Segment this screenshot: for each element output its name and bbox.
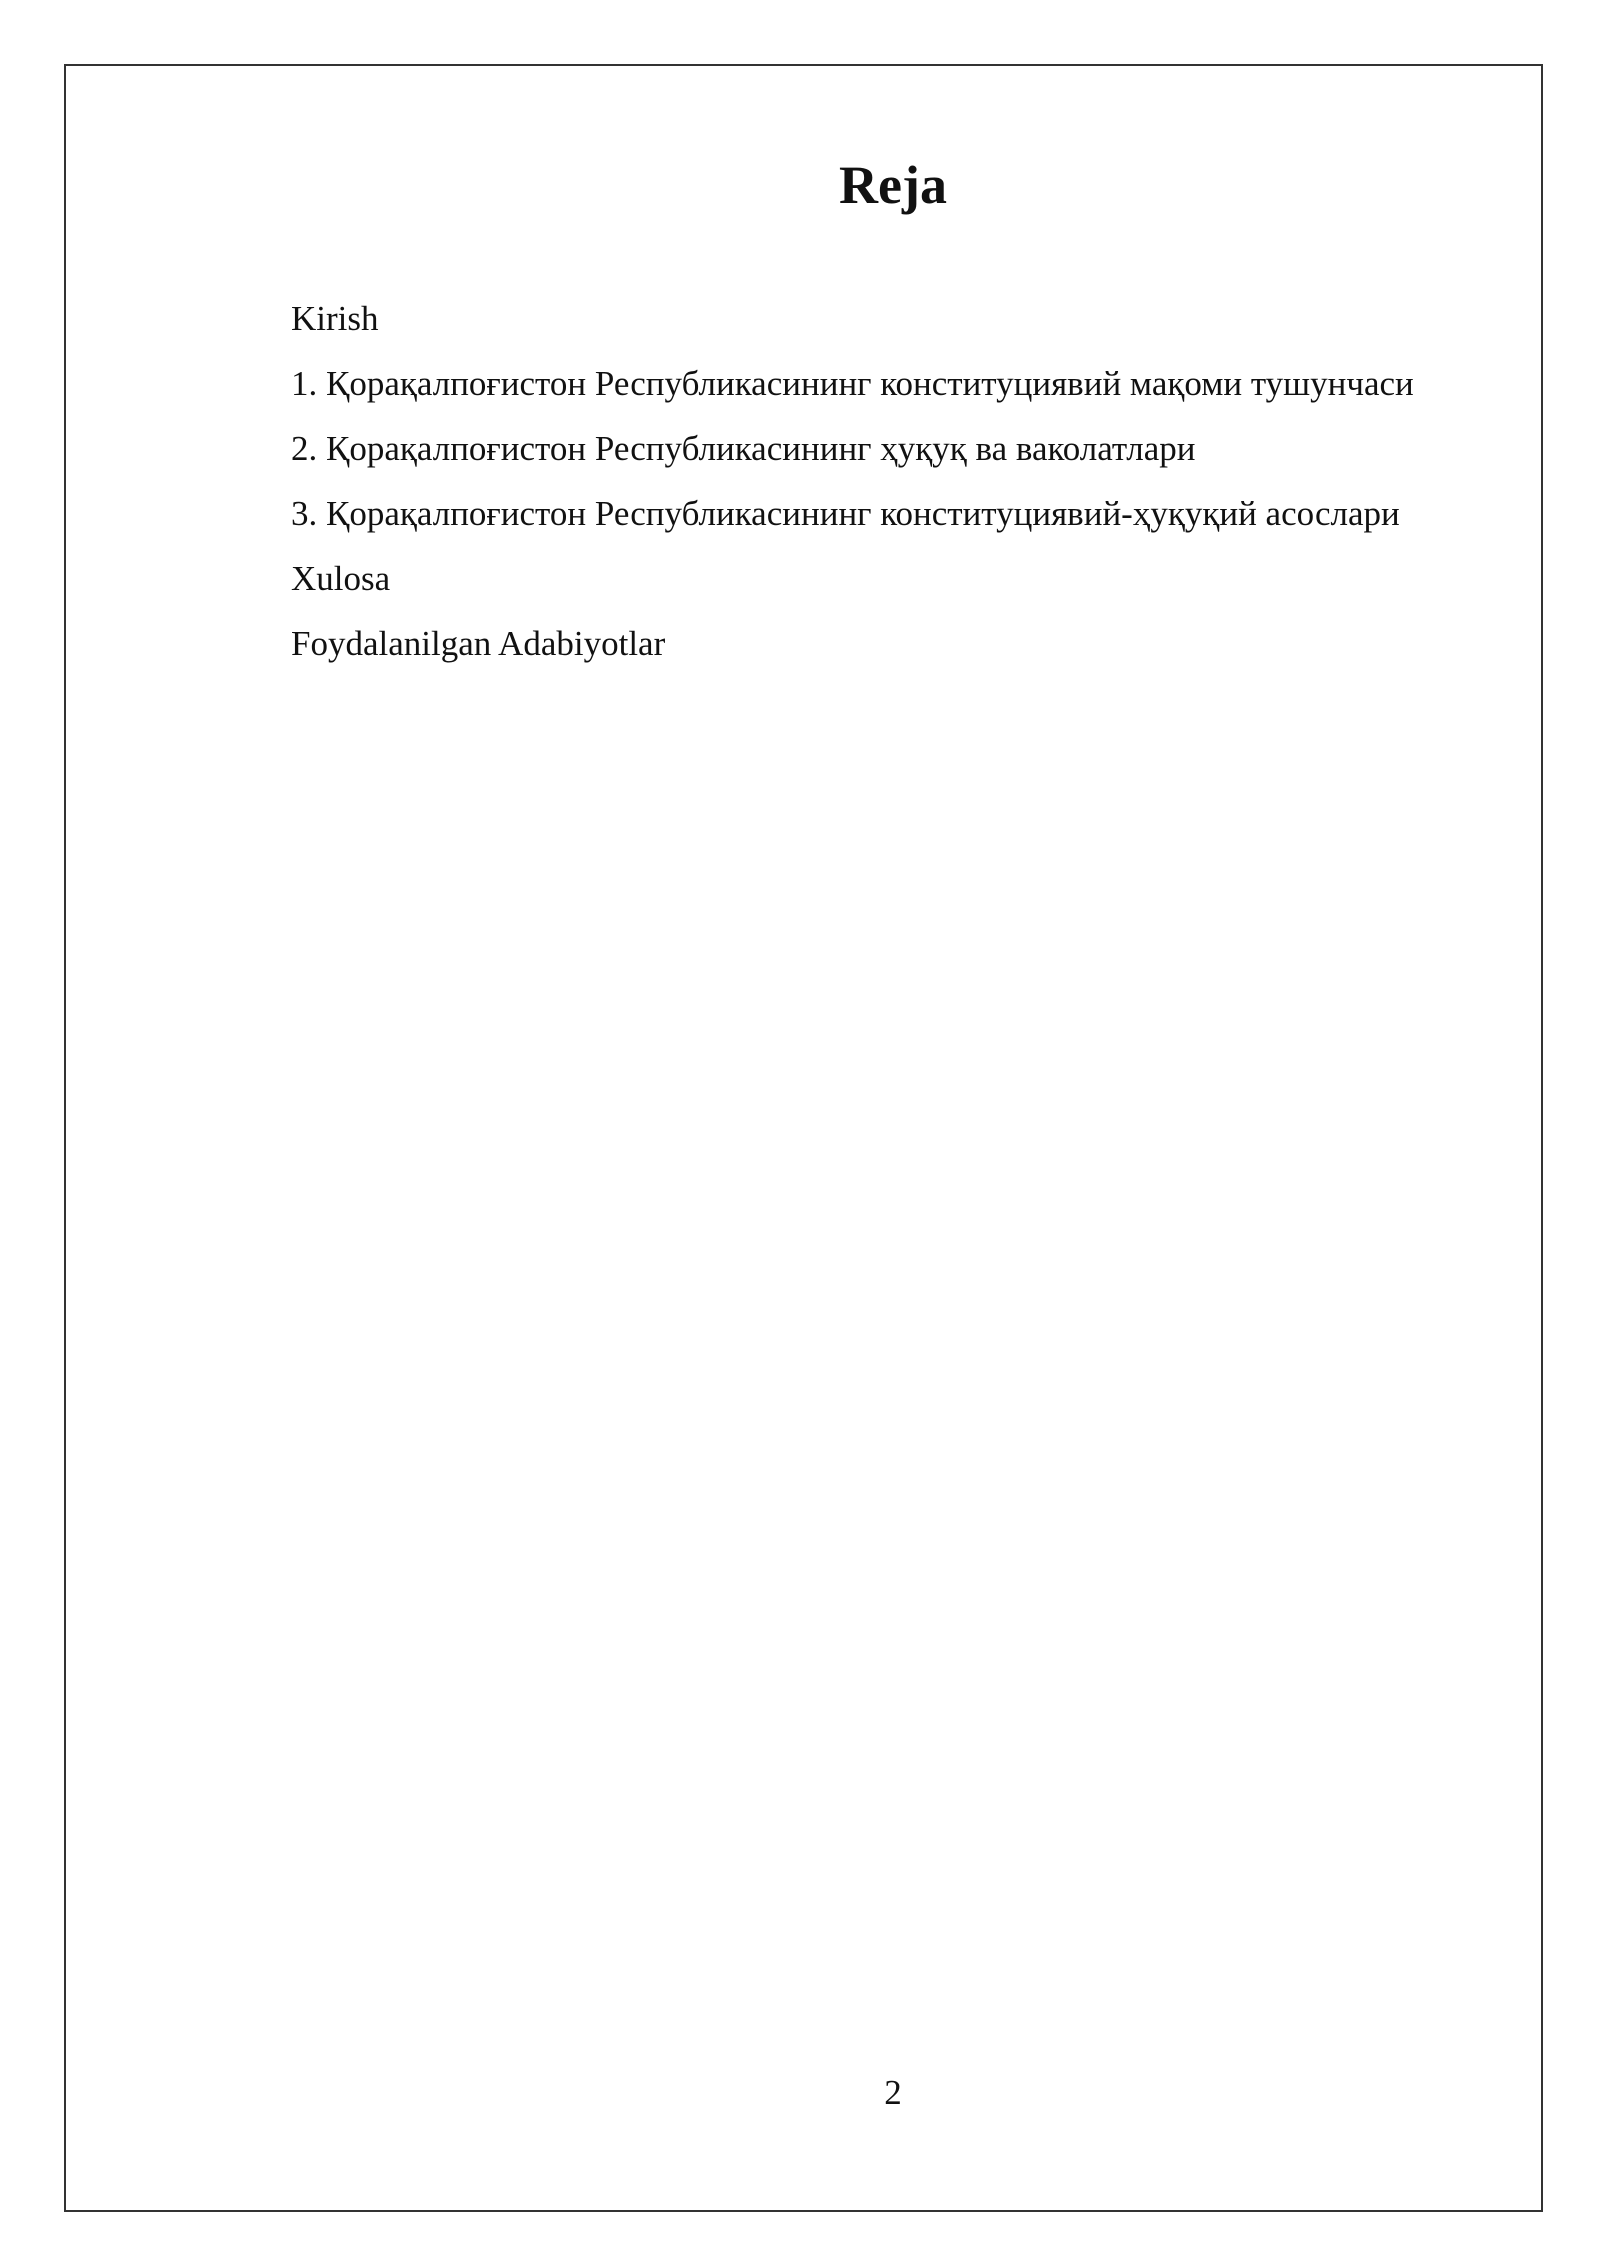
plan-item-3: 3. Қорақалпоғистон Республикасининг конституциявий-ҳуқуқий асослари <box>291 494 1400 533</box>
plan-list <box>229 286 1495 676</box>
page-number: 2 <box>884 2073 902 2112</box>
plan-item-1: 1. Қорақалпоғистон Республикасининг конституциявий мақоми тушунчаси <box>291 364 1414 403</box>
plan-item-2: 2. Қорақалпоғистон Республикасининг ҳуқуқ ва ваколатлари <box>291 429 1196 468</box>
plan-item-conclusion: Xulosa <box>291 559 391 598</box>
plan-item-references: Foydalanilgan Adabiyotlar <box>291 624 666 663</box>
page-title: Reja <box>839 155 947 215</box>
plan-item-introduction: Kirish <box>291 299 379 338</box>
